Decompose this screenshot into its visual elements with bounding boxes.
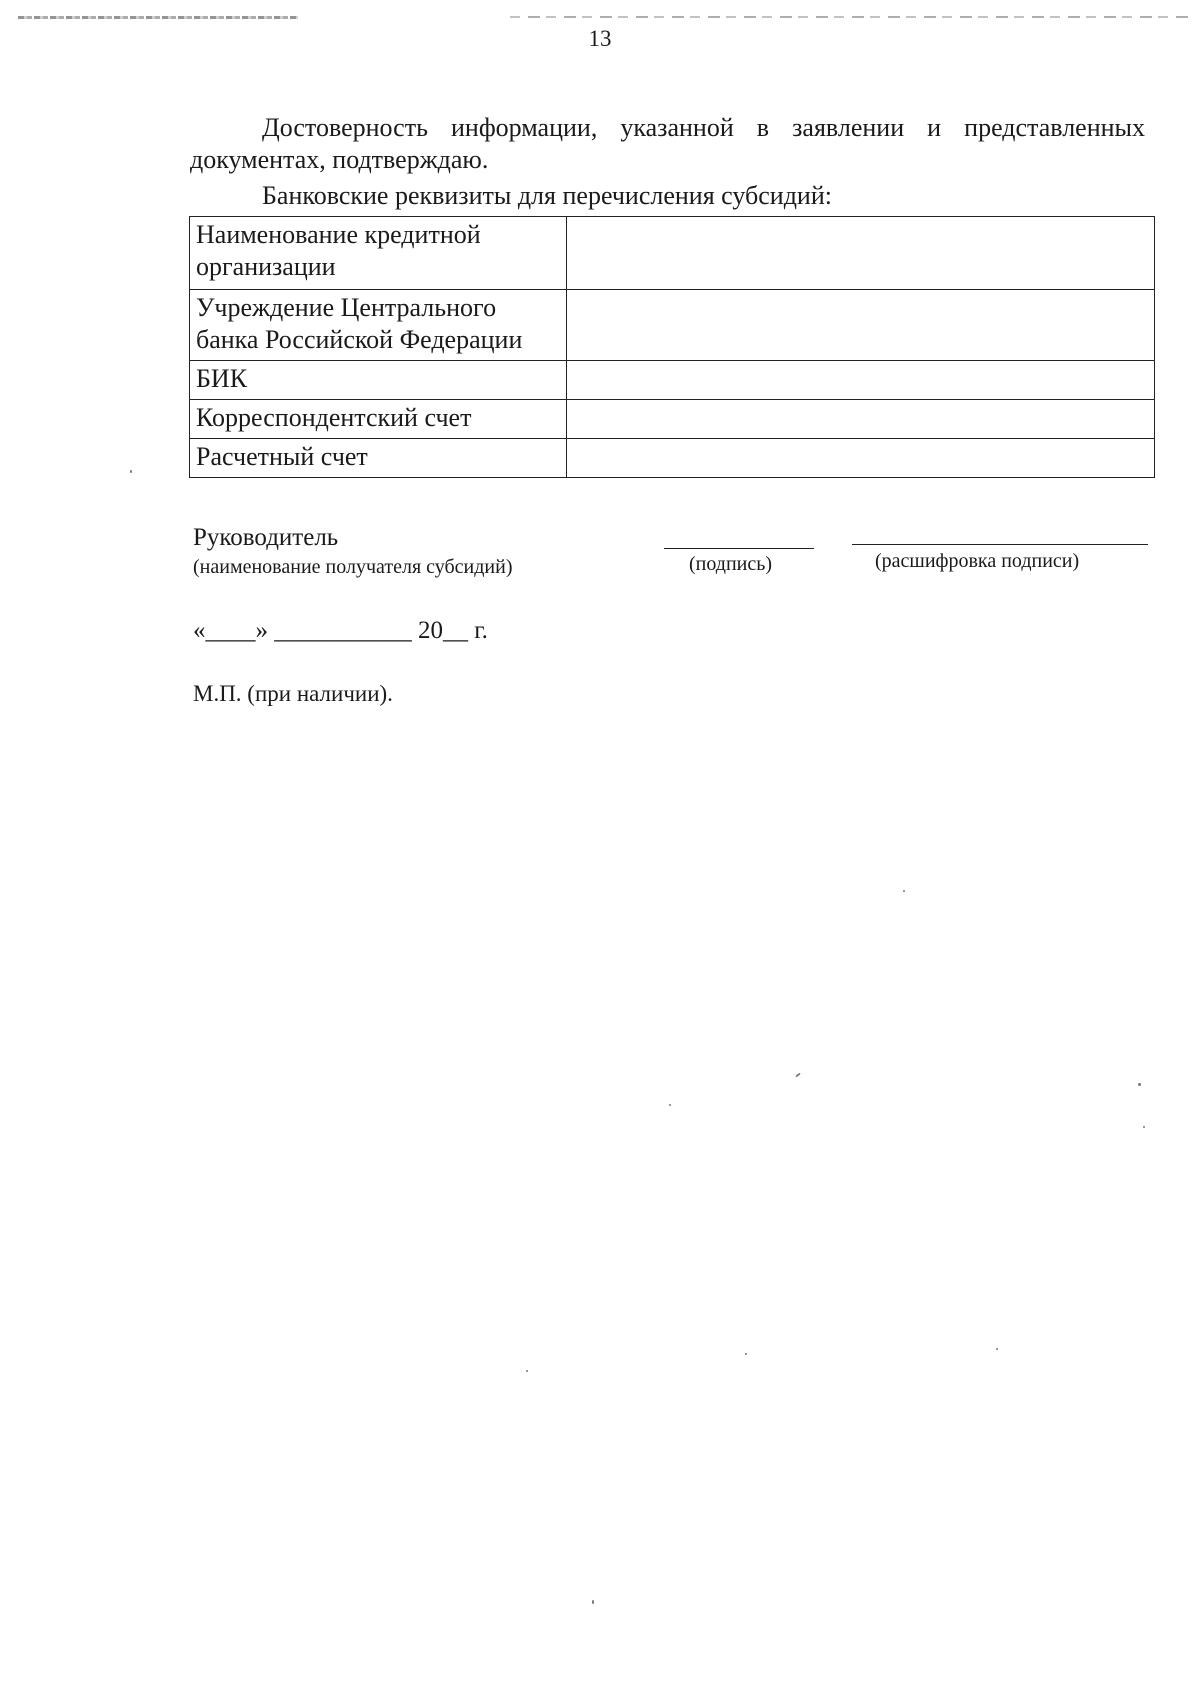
scan-artifact — [18, 16, 298, 19]
row-value-field[interactable] — [567, 217, 1155, 290]
table-row — [190, 361, 1155, 400]
row-value-field[interactable] — [567, 361, 1155, 400]
row-value-field[interactable] — [567, 439, 1155, 478]
signatory-title: Руководитель — [193, 524, 339, 551]
scan-speck — [592, 1600, 594, 1604]
scan-speck — [1143, 1126, 1145, 1128]
scan-artifact — [510, 16, 1190, 18]
signature-line[interactable] — [664, 548, 814, 549]
row-value-field[interactable] — [567, 290, 1155, 361]
table-row — [190, 217, 1155, 290]
row-label: Расчетный счет — [190, 439, 567, 478]
row-label: Учреждение Центрального банка Российской Федерации — [190, 290, 567, 361]
table-row — [190, 439, 1155, 478]
page-number: 13 — [588, 26, 612, 51]
bank-details-table — [189, 216, 1155, 478]
row-label: Наименование кредитной организации — [190, 217, 567, 290]
confirmation-paragraph: Достоверность информации, указанной в заявлении и представленных документах, подтверждаю. — [190, 113, 1145, 174]
scan-speck — [669, 1104, 671, 1106]
signature-decode-label: (расшифровка подписи) — [875, 550, 1080, 572]
scan-speck — [526, 1370, 528, 1372]
row-label: Корреспондентский счет — [190, 400, 567, 439]
table-row — [190, 290, 1155, 361]
table-row — [190, 400, 1155, 439]
row-value-field[interactable] — [567, 400, 1155, 439]
scan-speck — [130, 470, 132, 473]
scan-speck — [996, 1348, 998, 1350]
scan-speck — [795, 1072, 801, 1077]
signatory-caption: (наименование получателя субсидий) — [193, 556, 513, 578]
date-line[interactable]: «____» ___________ 20__ г. — [193, 617, 488, 644]
stamp-place: М.П. (при наличии). — [193, 681, 393, 706]
signature-decode-line[interactable] — [852, 544, 1148, 545]
signature-label: (подпись) — [689, 553, 773, 575]
row-label: БИК — [190, 361, 567, 400]
bank-details-heading: Банковские реквизиты для перечисления субсидий: — [262, 181, 832, 210]
scan-speck — [1138, 1083, 1141, 1086]
scan-speck — [745, 1353, 747, 1355]
scan-speck — [903, 890, 905, 892]
